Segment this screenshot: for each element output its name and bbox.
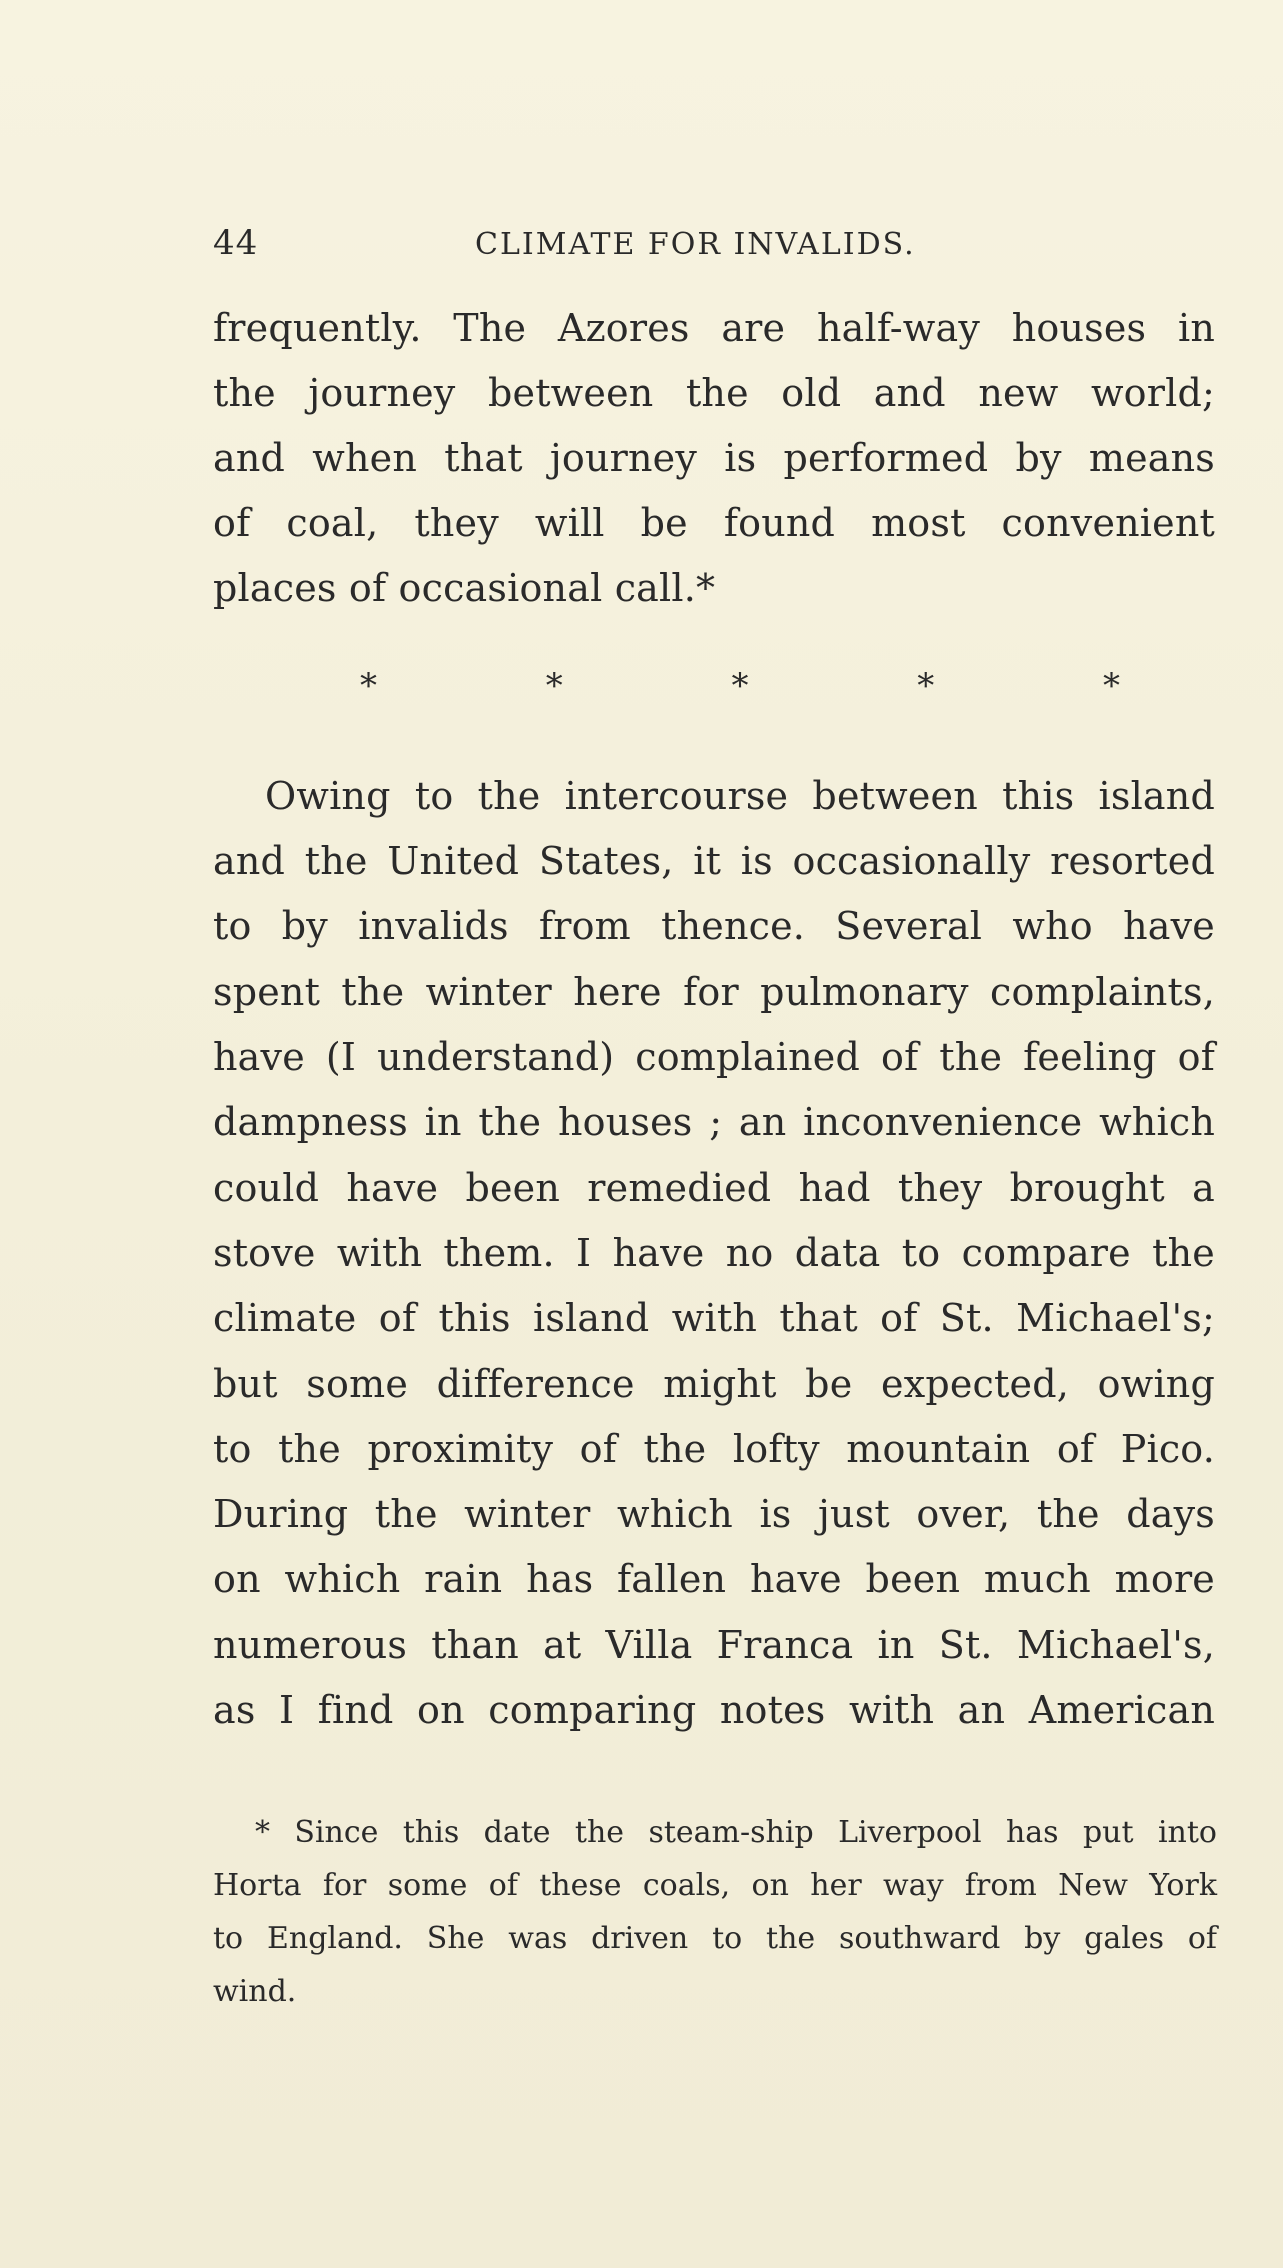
- text-line: on which rain has fallen have been much more: [213, 1557, 1215, 1601]
- separator-star: *: [1103, 666, 1120, 706]
- text-line: could have been remedied had they brought a: [213, 1166, 1215, 1210]
- text-line: stove with them. I have no data to compare the: [213, 1231, 1215, 1275]
- separator-star: *: [731, 666, 749, 706]
- text-line: numerous than at Villa Franca in St. Michael's,: [213, 1623, 1215, 1667]
- separator-star: *: [545, 666, 563, 706]
- text-line: climate of this island with that of St. Michael's;: [213, 1296, 1215, 1340]
- text-line: as I find on comparing notes with an American: [213, 1688, 1215, 1732]
- page-header: [213, 223, 1213, 263]
- text-line: places of occasional call.*: [213, 566, 716, 610]
- text-line: and the United States, it is occasionally resorted: [213, 839, 1215, 883]
- text-line: have (I understand) complained of the feeling of: [213, 1035, 1215, 1079]
- running-head: CLIMATE FOR INVALIDS.: [475, 227, 916, 262]
- text-line: frequently. The Azores are half-way houses in: [213, 306, 1215, 350]
- footnote-line: Horta for some of these coals, on her way from New York: [213, 1868, 1217, 1903]
- text-line: to the proximity of the lofty mountain of Pico.: [213, 1427, 1215, 1471]
- text-line: dampness in the houses ; an inconvenience which: [213, 1100, 1215, 1144]
- text-line: to by invalids from thence. Several who have: [213, 904, 1215, 948]
- text-line: During the winter which is just over, the days: [213, 1492, 1215, 1536]
- footnote-line: wind.: [213, 1974, 297, 2009]
- text-line: and when that journey is performed by means: [213, 436, 1215, 480]
- text-line: the journey between the old and new world;: [213, 371, 1215, 415]
- separator-star: *: [360, 666, 377, 706]
- text-line: but some difference might be expected, owing: [213, 1362, 1215, 1406]
- footnote-line: * Since this date the steam-ship Liverpool has put into: [255, 1815, 1217, 1850]
- text-line: spent the winter here for pulmonary complaints,: [213, 970, 1215, 1014]
- section-separator: [360, 664, 1120, 708]
- footnote-line: to England. She was driven to the southward by gales of: [213, 1921, 1217, 1956]
- separator-star: *: [917, 666, 935, 706]
- text-line: Owing to the intercourse between this island: [265, 774, 1215, 818]
- text-line: of coal, they will be found most convenient: [213, 501, 1215, 545]
- page-number: 44: [213, 223, 259, 263]
